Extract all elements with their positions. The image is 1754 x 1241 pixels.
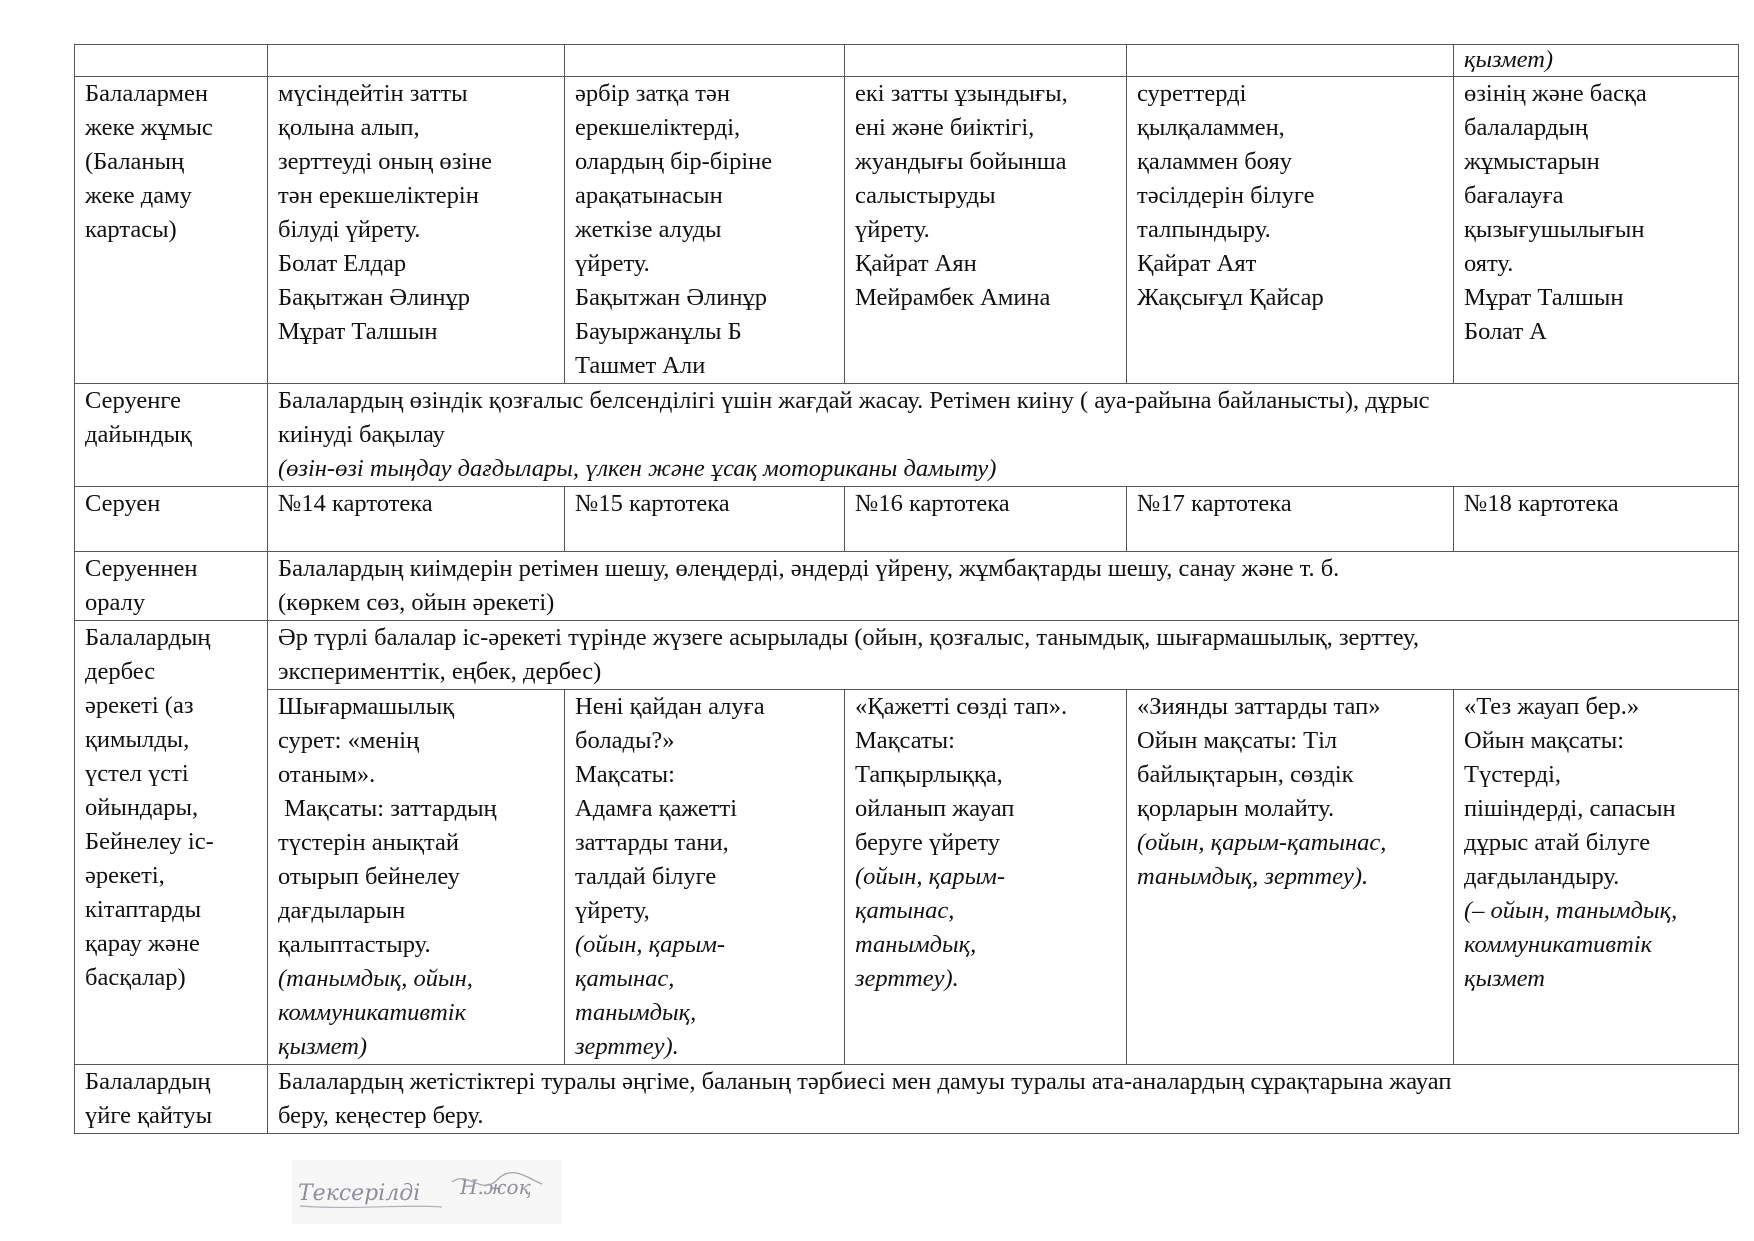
cell-line: эксперименттік, еңбек, дербес) [278, 658, 602, 685]
cell-line: байлықтарын, сөздік [1137, 761, 1354, 788]
cell-line-italic: (– ойын, танымдық, [1464, 897, 1678, 924]
cell-line: түстерін анықтай [278, 829, 460, 856]
label-line: басқалар) [85, 964, 186, 991]
cell-line: беру, кеңестер беру. [278, 1102, 484, 1129]
label-line: Серуен [85, 490, 161, 517]
row-label-walk [75, 487, 268, 552]
cell-individual-monday [268, 77, 565, 384]
cell-line: жуандығы бойынша [855, 148, 1067, 175]
cell-walk-friday [1454, 487, 1739, 552]
cell-line: Мұрат Талшын [1464, 284, 1624, 311]
cell-line: Болат А [1464, 318, 1547, 345]
cell-line: Қайрат Аян [855, 250, 977, 277]
table-row-activity-days [75, 690, 1739, 1065]
label-line: Серуеннен [85, 555, 198, 582]
cell-empty [845, 45, 1127, 77]
cell-line-italic: (ойын, қарым- [575, 931, 726, 958]
cell-line: мүсіндейтін затты [278, 80, 468, 107]
cell-line: Балалардың киімдерін ретімен шешу, өлеңдерді, әндерді үйрену, жұмбақтарды шешу, санау және т. б. [278, 555, 1340, 582]
cell-line: қызығушылығын [1464, 216, 1645, 243]
cell-line: қалыптастыру. [278, 931, 431, 958]
cell-activity-thursday [1127, 690, 1454, 1065]
cell-line: талпындыру. [1137, 216, 1271, 243]
cell-line-italic: танымдық, [855, 931, 977, 958]
cell-line: сурет: «менің [278, 727, 420, 754]
cell-line: отаным». [278, 761, 376, 788]
cell-return [268, 552, 1739, 621]
cell-line: Түстерді, [1464, 761, 1561, 788]
cell-line: заттарды тани, [575, 829, 729, 856]
handwritten-signature [292, 1160, 562, 1224]
label-line: кітаптарды [85, 896, 202, 923]
cell-line: қылқаламмен, [1137, 114, 1285, 141]
row-label-return [75, 552, 268, 621]
daily-plan-table [74, 44, 1739, 1134]
cell-line: дағдыларын [278, 897, 406, 924]
cell-line: талдай білуге [575, 863, 717, 890]
cell-line: Қайрат Аят [1137, 250, 1257, 277]
cell-individual-thursday [1127, 77, 1454, 384]
cell-line: қорларын молайту. [1137, 795, 1335, 822]
table-row-continuation [75, 45, 1739, 77]
cell-line: қаламмен бояу [1137, 148, 1292, 175]
cell-line: тәсілдерін білуге [1137, 182, 1315, 209]
table-row-walk-preparation [75, 384, 1739, 487]
label-line: картасы) [85, 216, 177, 243]
cell-line: Нені қайдан алуға [575, 693, 765, 720]
card-label: №15 картотека [575, 490, 730, 517]
table-row-individual-work [75, 77, 1739, 384]
row-label-activity [75, 621, 268, 1065]
cell-line-italic: қызмет) [278, 1033, 368, 1060]
cell-line: Мақсаты: [855, 727, 955, 754]
label-line: үйге қайтуы [85, 1102, 213, 1129]
label-line: әрекеті, [85, 862, 165, 889]
cell-line: Ойын мақсаты: [1464, 727, 1625, 754]
label-line: Балалармен [85, 80, 208, 107]
cell-activity-summary [268, 621, 1739, 690]
cell-going-home [268, 1065, 1739, 1134]
label-line: (Баланың [85, 148, 185, 175]
cell-line: Тапқырлыққа, [855, 761, 1003, 788]
cell-line: жеткізе алуды [575, 216, 722, 243]
cell-walk-monday [268, 487, 565, 552]
cell-line: бағалауға [1464, 182, 1564, 209]
cell-line: олардың бір-біріне [575, 148, 773, 175]
cell-empty [75, 45, 268, 77]
cell-line: білуді үйрету. [278, 216, 421, 243]
cell-continuation-friday [1454, 45, 1739, 77]
cell-line: Бақытжан Әлинұр [278, 284, 470, 311]
cell-line-italic: (өзін-өзі тыңдау дағдылары, үлкен және ұсақ моториканы дамыту) [278, 455, 997, 482]
cell-line: болады?» [575, 727, 675, 754]
cell-walk-tuesday [565, 487, 845, 552]
cell-line: салыстыруды [855, 182, 996, 209]
cell-activity-tuesday [565, 690, 845, 1065]
cell-empty [1127, 45, 1454, 77]
cell-line: Мақсаты: заттардың [278, 795, 497, 822]
cell-line: дұрыс атай білуге [1464, 829, 1651, 856]
cell-line-italic: қызмет [1464, 965, 1545, 992]
cell-line: отырып бейнелеу [278, 863, 460, 890]
cell-line-italic: (ойын, қарым- [855, 863, 1006, 890]
table-row-activity-summary [75, 621, 1739, 690]
cell-line: беруге үйрету [855, 829, 1001, 856]
label-line: оралу [85, 589, 146, 616]
card-label: №17 картотека [1137, 490, 1292, 517]
cell-line: «Қажетті сөзді тап». [855, 693, 1068, 720]
label-line: дербес [85, 658, 156, 685]
cell-line: суреттерді [1137, 80, 1247, 107]
label-line: Бейнелеу іс- [85, 828, 214, 855]
cell-line: үйрету. [575, 250, 650, 277]
cell-line: үйрету. [855, 216, 930, 243]
card-label: №14 картотека [278, 490, 433, 517]
cell-activity-monday [268, 690, 565, 1065]
cell-line: Жақсығұл Қайсар [1137, 284, 1324, 311]
cell-line: Бақытжан Әлинұр [575, 284, 767, 311]
cell-line: Әр түрлі балалар іс-әрекеті түрінде жүзеге асырылады (ойын, қозғалыс, танымдық, шығармашылық, зерттеу, [278, 624, 1419, 651]
cell-line: әрбір затқа тән [575, 80, 730, 107]
cell-line: ерекшеліктерді, [575, 114, 741, 141]
cell-empty [268, 45, 565, 77]
cell-line-italic: коммуникативтік [1464, 931, 1653, 958]
cell-line-italic: (ойын, қарым-қатынас, [1137, 829, 1387, 856]
label-line: Балалардың [85, 1068, 211, 1095]
cell-walk-thursday [1127, 487, 1454, 552]
label-line: үстел үсті [85, 760, 189, 787]
row-label-going-home [75, 1065, 268, 1134]
cell-line: Шығармашылық [278, 693, 455, 720]
cell-empty [565, 45, 845, 77]
signature-text: Тексерілді [298, 1181, 421, 1206]
cell-line: «Зиянды заттарды тап» [1137, 693, 1381, 720]
cell-line: (көркем сөз, ойын әрекеті) [278, 589, 555, 616]
cell-line: екі затты ұзындығы, [855, 80, 1068, 107]
cell-line: өзінің және басқа [1464, 80, 1647, 107]
label-line: Балалардың [85, 624, 211, 651]
cell-walk-preparation [268, 384, 1739, 487]
cell-line: Мейрамбек Амина [855, 284, 1051, 311]
cell-line-italic: танымдық, [575, 999, 697, 1026]
cell-line: ойланып жауап [855, 795, 1015, 822]
cell-line: Балалардың жетістіктері туралы әңгіме, баланың тәрбиесі мен дамуы туралы ата-аналардың сұрақтарына жауап [278, 1068, 1452, 1095]
label-line: дайындық [85, 421, 192, 448]
cell-line-italic: коммуникативтік [278, 999, 467, 1026]
cell-line: дағдыландыру. [1464, 863, 1620, 890]
cell-line: пішіндерді, сапасын [1464, 795, 1676, 822]
row-label-walk-preparation [75, 384, 268, 487]
cell-line: қызмет) [1464, 46, 1554, 73]
card-label: №18 картотека [1464, 490, 1619, 517]
cell-individual-tuesday [565, 77, 845, 384]
cell-line: киінуді бақылау [278, 421, 445, 448]
cell-activity-friday [1454, 690, 1739, 1065]
row-label-individual-work [75, 77, 268, 384]
cell-line-italic: зерттеу). [575, 1033, 679, 1060]
cell-line: Ойын мақсаты: Тіл [1137, 727, 1338, 754]
card-label: №16 картотека [855, 490, 1010, 517]
label-line: жеке жұмыс [85, 114, 213, 141]
cell-line: үйрету, [575, 897, 650, 924]
cell-line: Ташмет Али [575, 352, 706, 379]
cell-line-italic: танымдық, зерттеу). [1137, 863, 1369, 890]
cell-line: ені және биіктігі, [855, 114, 1035, 141]
cell-line-italic: зерттеу). [855, 965, 959, 992]
label-line: жеке даму [85, 182, 192, 209]
cell-line: жұмыстарын [1464, 148, 1600, 175]
cell-line: Мақсаты: [575, 761, 675, 788]
cell-activity-wednesday [845, 690, 1127, 1065]
cell-line: ояту. [1464, 250, 1514, 277]
cell-line: Адамға қажетті [575, 795, 738, 822]
cell-line: Бауыржанұлы Б [575, 318, 742, 345]
cell-line-italic: қатынас, [855, 897, 955, 924]
table-row-going-home [75, 1065, 1739, 1134]
cell-individual-wednesday [845, 77, 1127, 384]
cell-line: Балалардың өзіндік қозғалыс белсенділігі үшін жағдай жасау. Ретімен киіну ( ауа-райына байланысты), дұрыс [278, 387, 1430, 414]
signature-initials: Н.жоқ [460, 1175, 531, 1199]
label-line: қимылды, [85, 726, 190, 753]
label-line: ойындары, [85, 794, 199, 821]
cell-line: Мұрат Талшын [278, 318, 438, 345]
label-line: қарау және [85, 930, 200, 957]
cell-line: қолына алып, [278, 114, 420, 141]
cell-line: арақатынасын [575, 182, 723, 209]
cell-line: «Тез жауап бер.» [1464, 693, 1640, 720]
cell-walk-wednesday [845, 487, 1127, 552]
cell-line: зерттеуді оның өзіне [278, 148, 493, 175]
label-line: әрекеті (аз [85, 692, 194, 719]
cell-line-italic: (танымдық, ойын, [278, 965, 473, 992]
cell-line: тән ерекшеліктерін [278, 182, 479, 209]
label-line: Серуенге [85, 387, 181, 414]
table-row-walk [75, 487, 1739, 552]
cell-line: Болат Елдар [278, 250, 407, 277]
cell-individual-friday [1454, 77, 1739, 384]
cell-line: балалардың [1464, 114, 1588, 141]
table-row-return [75, 552, 1739, 621]
cell-line-italic: қатынас, [575, 965, 675, 992]
